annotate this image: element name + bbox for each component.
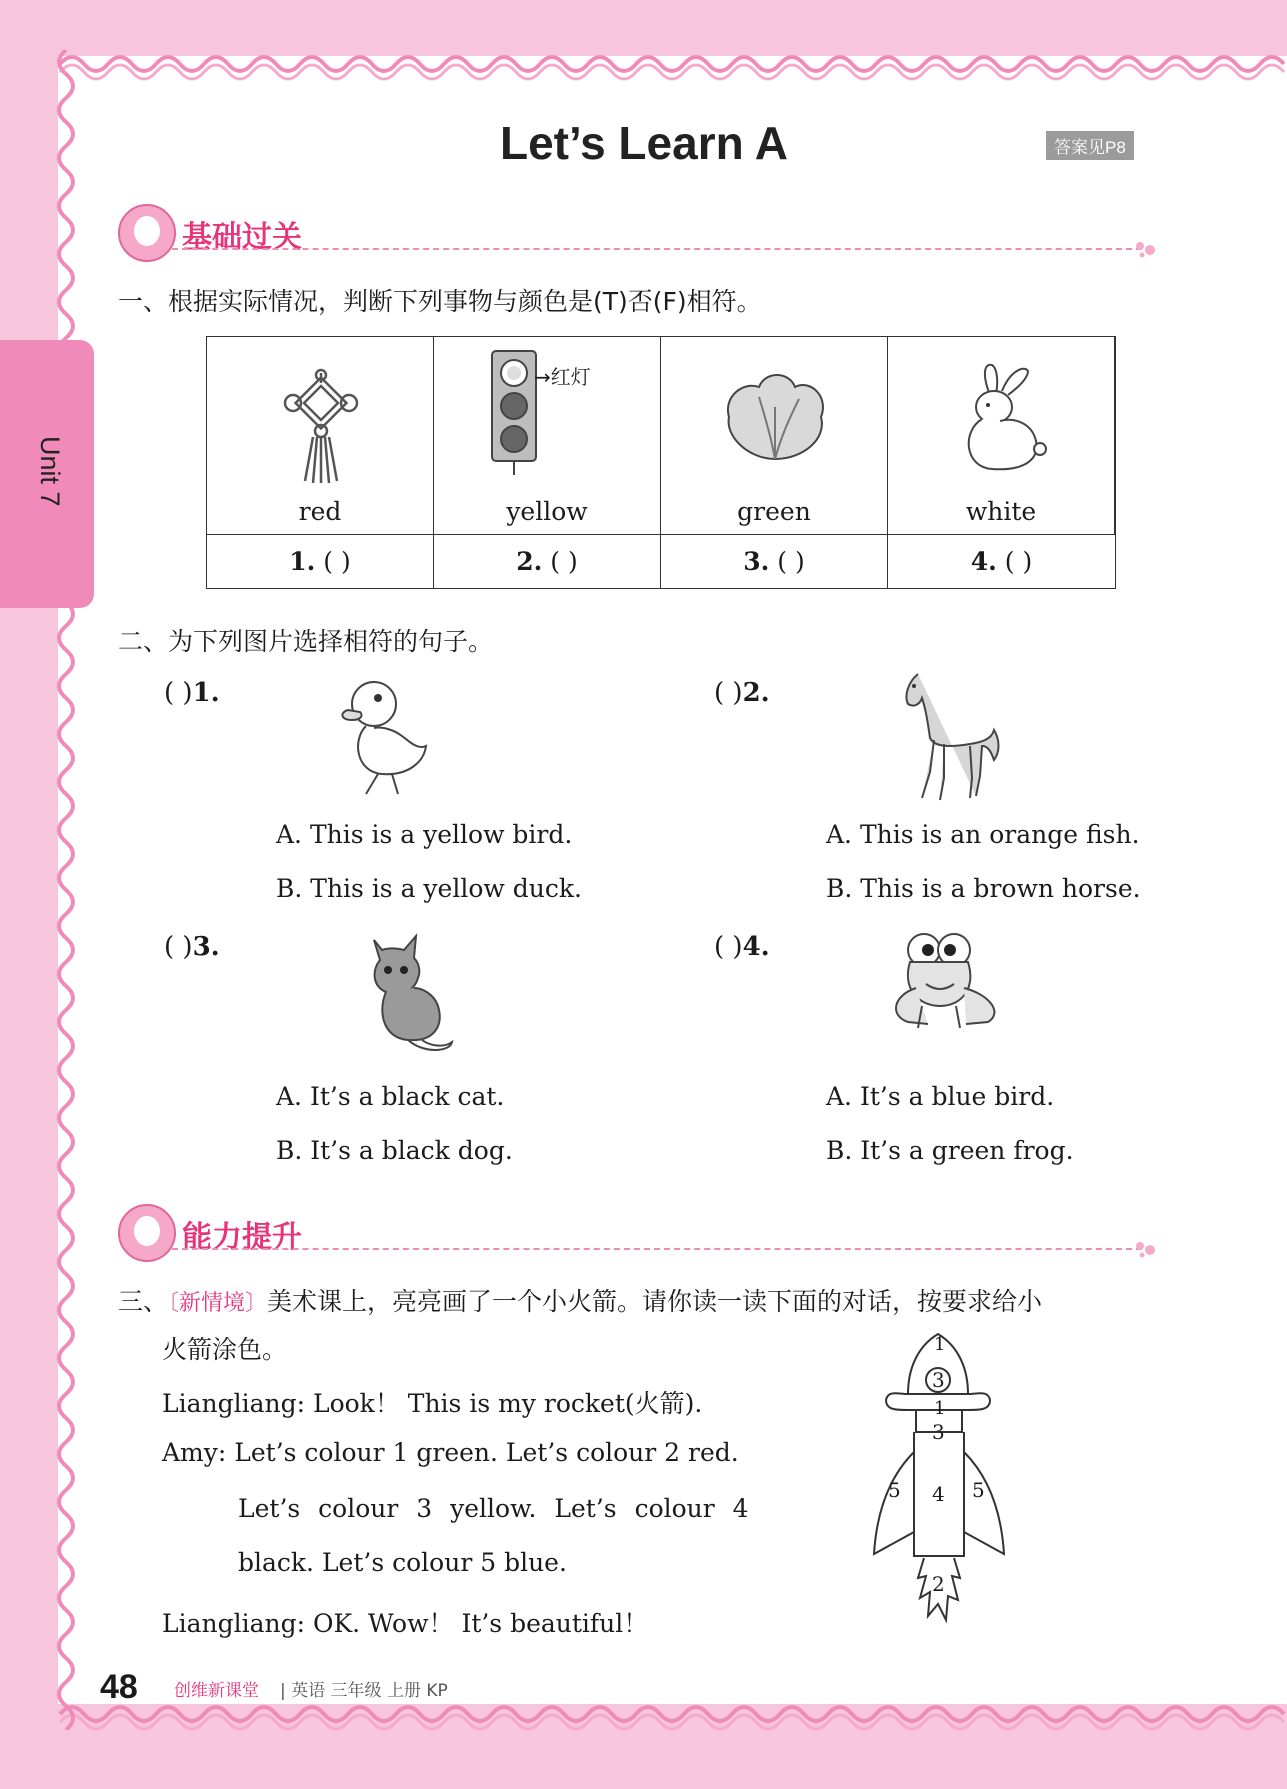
- mc-1-option-a[interactable]: A. This is a yellow bird.: [276, 820, 573, 849]
- mc-blank-3[interactable]: ( )3.: [164, 932, 220, 962]
- section-heading-label: 基础过关: [182, 220, 302, 255]
- question-3-instruction: 三、〔新情境〕美术课上，亮亮画了一个小火箭。请你读一读下面的对话，按要求给小: [118, 1287, 1043, 1316]
- answer-blank-1[interactable]: 1. ( ): [207, 535, 434, 589]
- mc-3-option-b[interactable]: B. It’s a black dog.: [276, 1136, 513, 1165]
- dashed-divider: [172, 1248, 1142, 1250]
- mc-4-option-a[interactable]: A. It’s a blue bird.: [826, 1082, 1055, 1111]
- mc-3-option-a[interactable]: A. It’s a black cat.: [276, 1082, 505, 1111]
- boy-mascot-icon: [118, 1204, 176, 1262]
- rabbit-icon: [952, 361, 1048, 475]
- mc-4-option-b[interactable]: B. It’s a green frog.: [826, 1136, 1074, 1165]
- wavy-border-bottom: [0, 1700, 1287, 1740]
- question-3-instruction-cont: 火箭涂色。: [162, 1335, 288, 1364]
- color-word: white: [965, 497, 1037, 526]
- new-context-tag: 〔新情境〕: [168, 1291, 268, 1316]
- section-heading-label: 能力提升: [182, 1220, 302, 1255]
- cat-icon: [364, 930, 456, 1058]
- dialog-line-3: Let’s colour 3 yellow. Let’s colour 4: [238, 1494, 749, 1523]
- section-heading-basic: [118, 204, 1160, 264]
- color-word: yellow: [506, 497, 588, 526]
- question-2-instruction: 二、为下列图片选择相符的句子。: [118, 627, 494, 656]
- wavy-border-left: [44, 50, 84, 1730]
- rocket-label: 5: [888, 1478, 901, 1502]
- rocket-label: 5: [972, 1478, 985, 1502]
- rocket-label: 1: [934, 1334, 946, 1355]
- section-heading-advanced: [118, 1204, 1160, 1264]
- frog-icon: [888, 928, 1006, 1036]
- page-title: Let’s Learn A: [500, 117, 788, 169]
- chinese-knot-icon: [273, 367, 369, 487]
- rocket-label: 2: [932, 1572, 945, 1596]
- mc-blank-4[interactable]: ( )4.: [714, 932, 770, 962]
- mc-blank-1[interactable]: ( )1.: [164, 678, 220, 708]
- red-light-label: →红灯: [534, 365, 591, 389]
- answer-reference-tag: 答案见P8: [1046, 131, 1134, 160]
- unit-tab-label: Unit 7: [35, 436, 65, 507]
- dialog-line-5: Liangliang: OK. Wow！ It’s beautiful！: [162, 1609, 649, 1638]
- dialog-line-4: black. Let’s colour 5 blue.: [238, 1548, 567, 1577]
- mc-1-option-b[interactable]: B. This is a yellow duck.: [276, 874, 582, 903]
- table-cell-cabbage: [661, 337, 888, 534]
- true-false-table: [206, 336, 1116, 589]
- answer-blank-3[interactable]: 3. ( ): [661, 535, 888, 589]
- question-1-instruction: 一、根据实际情况，判断下列事物与颜色是(T)否(F)相符。: [118, 287, 762, 316]
- rocket-label: 3: [932, 1420, 945, 1444]
- duck-icon: [338, 676, 432, 800]
- table-cell-traffic-light: [434, 337, 661, 534]
- rocket-label: 3: [932, 1368, 945, 1392]
- mc-blank-2[interactable]: ( )2.: [714, 678, 770, 708]
- rocket-label: 4: [932, 1482, 945, 1506]
- answer-row: [207, 534, 1115, 589]
- table-cell-rabbit: [888, 337, 1115, 534]
- dashed-divider: [172, 248, 1142, 250]
- rocket-label: 1: [934, 1398, 946, 1419]
- cabbage-icon: [719, 367, 831, 467]
- girl-mascot-icon: [118, 204, 176, 262]
- dots-decoration-icon: [1134, 238, 1160, 258]
- mc-2-option-b[interactable]: B. This is a brown horse.: [826, 874, 1141, 903]
- color-word: green: [737, 497, 811, 526]
- answer-blank-2[interactable]: 2. ( ): [434, 535, 661, 589]
- page-number: 48: [100, 1668, 138, 1706]
- wavy-border-top: [0, 44, 1287, 84]
- dots-decoration-icon: [1134, 1238, 1160, 1258]
- footer-brand: 创维新课堂: [174, 1681, 259, 1701]
- mc-2-option-a[interactable]: A. This is an orange fish.: [826, 820, 1140, 849]
- dialog-line-1: Liangliang: Look！ This is my rocket(火箭).: [162, 1389, 703, 1418]
- answer-blank-4[interactable]: 4. ( ): [970, 547, 1033, 576]
- color-word: red: [298, 497, 342, 526]
- dialog-line-2: Amy: Let’s colour 1 green. Let’s colour 2 red.: [162, 1438, 739, 1467]
- horse-icon: [900, 668, 1004, 808]
- table-cell-knot: [207, 337, 434, 534]
- unit-tab: [0, 340, 94, 608]
- footer-book-info: | 英语 三年级 上册 KP: [280, 1681, 448, 1701]
